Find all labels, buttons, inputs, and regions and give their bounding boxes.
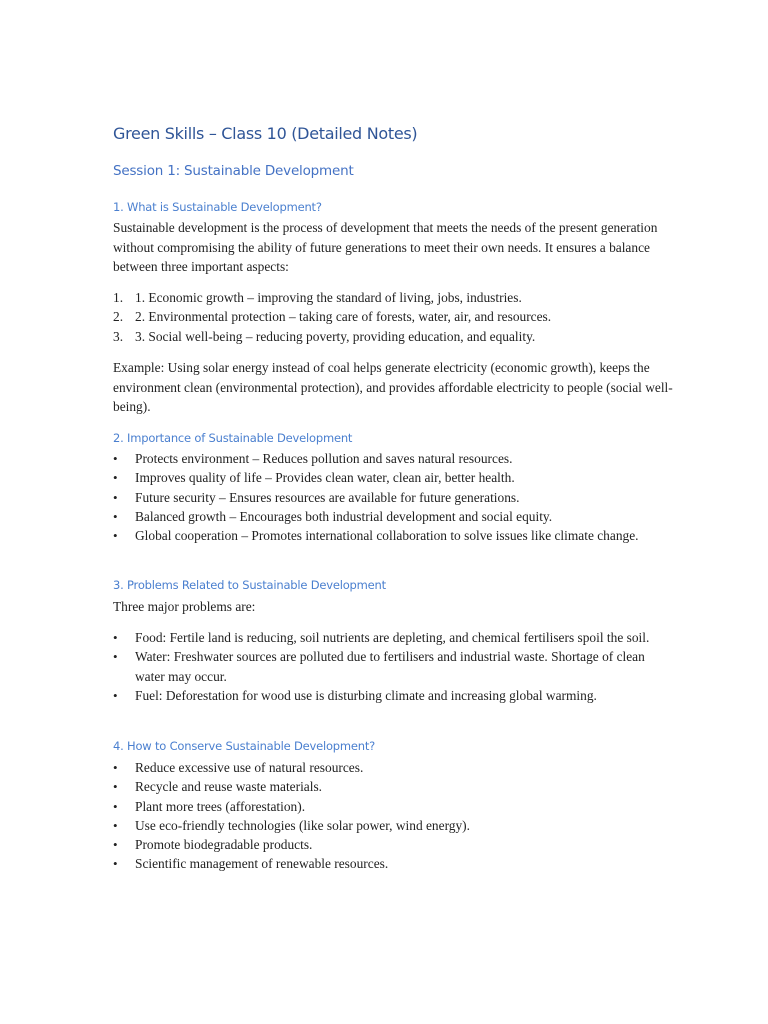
bullet-icon: • [113,687,118,703]
bullet-item [113,647,673,686]
bullet-item-text: Future security – Ensures resources are available for future generations. [135,489,520,505]
bullet-icon: • [113,798,118,814]
bullet-item-text: Recycle and reuse waste materials. [135,779,323,795]
bullet-item [113,854,673,873]
bullet-item-text: Scientific management of renewable resources. [135,856,389,872]
list-item-text: 3. Social well-being – reducing poverty, providing education, and equality. [135,328,536,344]
bullet-icon: • [113,817,118,833]
list-number: 3. [113,328,124,344]
section-2-heading: 2. Importance of Sustainable Development [113,431,353,445]
list-item [113,327,673,346]
section-4-heading: 4. How to Conserve Sustainable Development? [113,739,376,753]
bullet-item-text: Food: Fertile land is reducing, soil nutrients are depleting, and chemical fertilisers spoil the soil. [135,630,650,645]
bullet-item [113,526,673,545]
section-4-list [113,758,673,874]
bullet-item [113,488,673,507]
bullet-item-text: Fuel: Deforestation for wood use is disturbing climate and increasing global warming. [135,687,597,703]
session-heading: Session 1: Sustainable Development [113,163,354,179]
bullet-item [113,797,673,816]
bullet-item [113,835,673,854]
list-item [113,288,673,307]
bullet-item [113,449,673,468]
section-1-list [113,288,673,346]
bullet-item-text: Balanced growth – Encourages both industrial development and social equity. [135,508,553,524]
section-3-list [113,628,673,705]
bullet-item [113,758,673,777]
bullet-icon: • [113,630,118,645]
bullet-icon: • [113,837,118,853]
bullet-item-text: Promote biodegradable products. [135,837,313,853]
section-2-list [113,449,673,545]
bullet-item [113,686,673,705]
bullet-item [113,816,673,835]
list-item-text: 2. Environmental protection – taking care of forests, water, air, and resources. [135,309,552,325]
bullet-icon: • [113,856,118,872]
bullet-item [113,507,673,526]
section-1-heading: 1. What is Sustainable Development? [113,200,322,214]
bullet-icon: • [113,508,118,524]
bullet-icon: • [113,779,118,795]
section-3-intro: Three major problems are: [113,599,256,614]
bullet-icon: • [113,451,118,466]
bullet-item-text: Global cooperation – Promotes international collaboration to solve issues like climate change. [135,528,639,544]
bullet-item [113,468,673,487]
bullet-item-text: Use eco-friendly technologies (like solar power, wind energy). [135,817,470,833]
bullet-icon: • [113,489,118,505]
bullet-item-text: Protects environment – Reduces pollution and saves natural resources. [135,451,513,466]
list-item [113,307,673,326]
bullet-icon: • [113,760,118,775]
list-item-text: 1. Economic growth – improving the standard of living, jobs, industries. [135,290,522,305]
bullet-item [113,777,673,796]
section-3-heading: 3. Problems Related to Sustainable Development [113,578,386,592]
bullet-item-text: Plant more trees (afforestation). [135,798,306,814]
bullet-icon: • [113,528,118,544]
bullet-icon: • [113,649,118,665]
bullet-item-text: Reduce excessive use of natural resources. [135,760,364,775]
bullet-item-text: Improves quality of life – Provides clean water, clean air, better health. [135,470,515,486]
bullet-item [113,628,673,647]
bullet-icon: • [113,470,118,486]
list-number: 2. [113,309,124,325]
section-1-paragraph: Sustainable development is the process of development that meets the needs of the present generation without compromising the ability of future generations to meet their own needs. It ensures a balance between three important aspects: [113,220,658,274]
document-title: Green Skills – Class 10 (Detailed Notes) [113,124,418,143]
bullet-item-text: Water: Freshwater sources are polluted due to fertilisers and industrial waste. Shortage of clean water may occur. [135,649,645,684]
list-number: 1. [113,290,124,305]
example-paragraph: Example: Using solar energy instead of coal helps generate electricity (economic growth), keeps the environment clean (environmental protection), and provides affordable electricity to people (social well-being). [113,360,673,414]
